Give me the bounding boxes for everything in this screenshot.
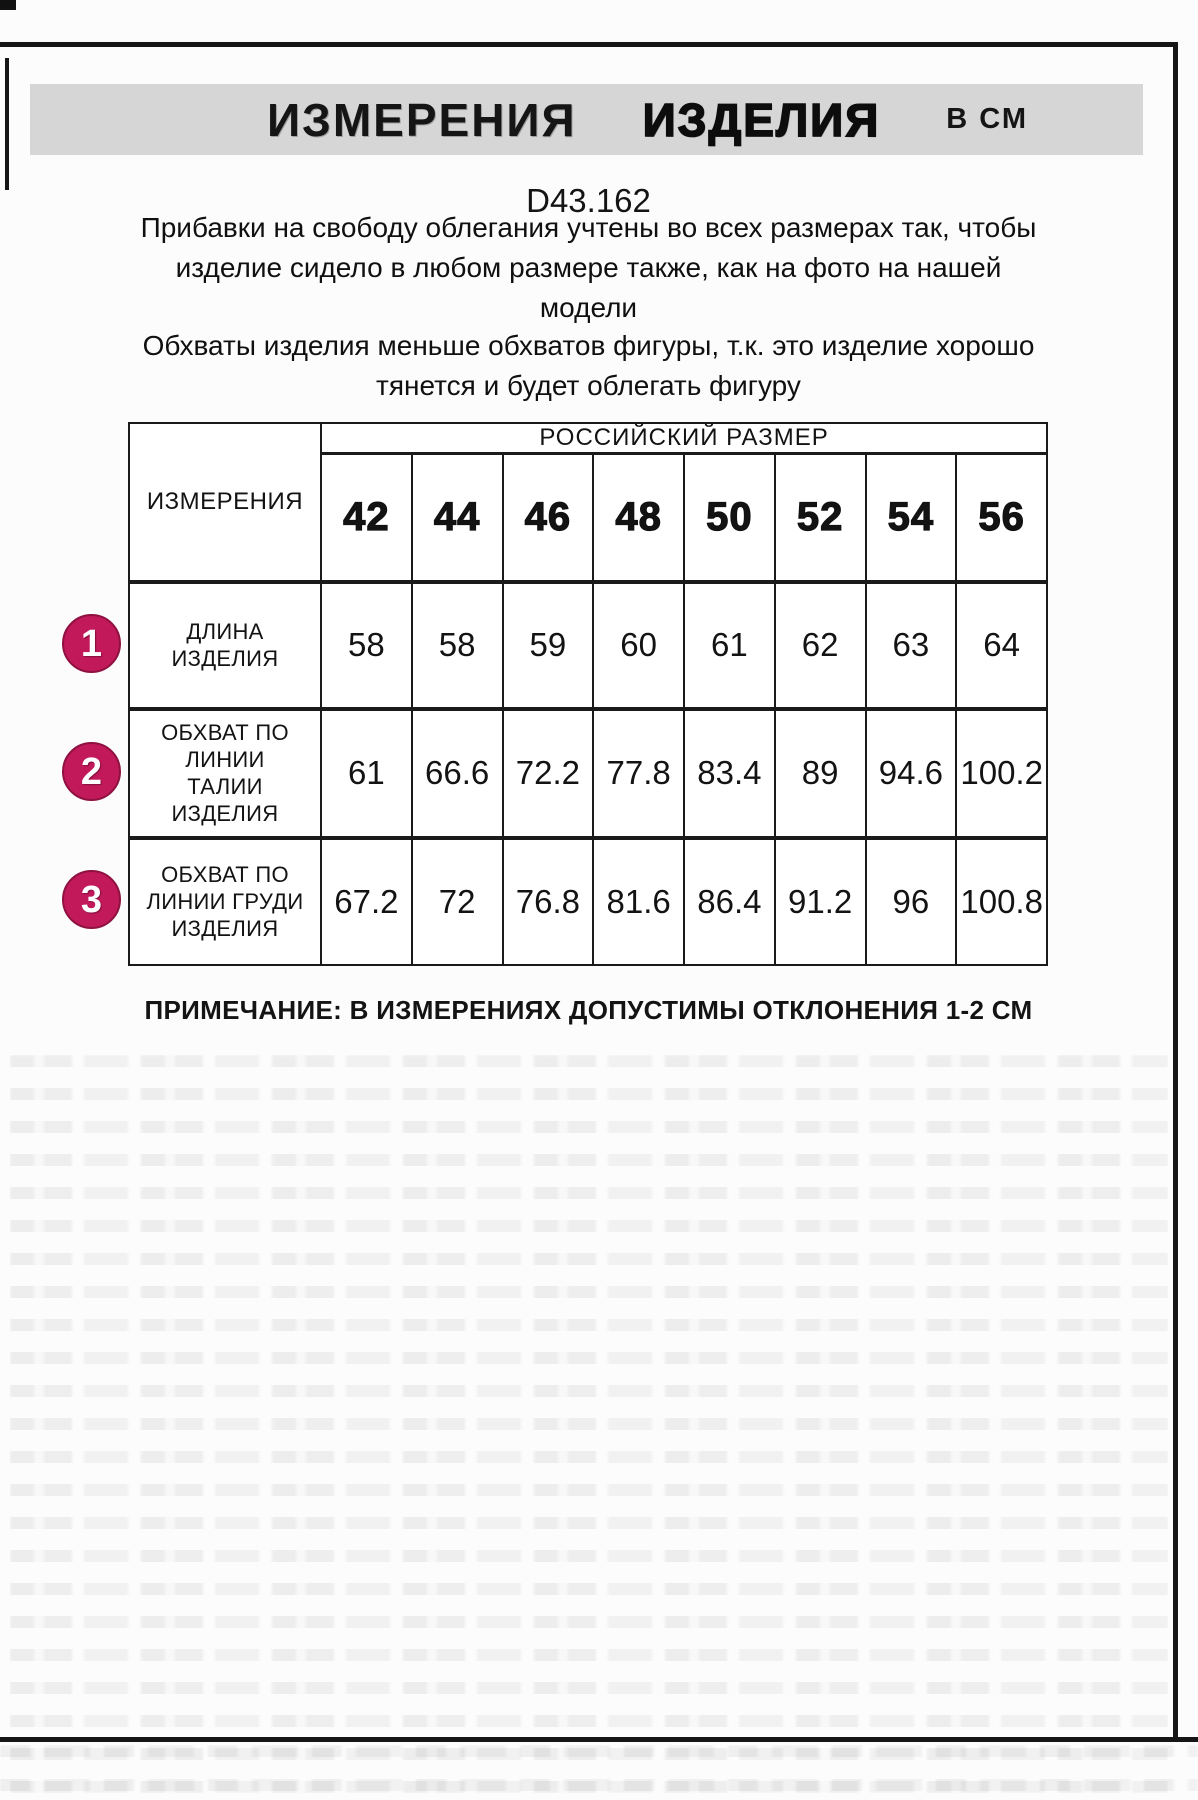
product-code: D43.162 xyxy=(526,182,651,219)
measurement-value: 83.4 xyxy=(684,709,775,838)
badge-number: 1 xyxy=(80,622,103,665)
size-column-header: 42 xyxy=(321,454,412,582)
intro-line: Обхваты изделия меньше обхватов фигуры, т.к. это изделие хорошо xyxy=(142,330,1035,361)
table-group-header-row xyxy=(129,423,1047,454)
table-row-waist xyxy=(129,709,1047,838)
badge-number: 3 xyxy=(80,878,103,921)
russian-size-header: РОССИЙСКИЙ РАЗМЕР xyxy=(321,423,1047,454)
measurement-value: 96 xyxy=(866,838,957,965)
measurement-value: 81.6 xyxy=(593,838,684,965)
size-column-header: 44 xyxy=(412,454,503,582)
title-word-measurements: ИЗМЕРЕНИЯ xyxy=(266,93,577,146)
measurement-value: 66.6 xyxy=(412,709,503,838)
measurement-value: 89 xyxy=(775,709,866,838)
scan-corner-artifact xyxy=(0,0,16,10)
page-frame-border-bottom xyxy=(0,1737,1198,1742)
intro-paragraph-fit-allowance xyxy=(0,208,1177,328)
row-number-badge-1 xyxy=(62,614,121,673)
page-frame-border-left xyxy=(5,58,9,190)
measurement-value: 100.8 xyxy=(956,838,1047,965)
intro-line: Прибавки на свободу облегания учтены во всех размерах так, чтобы xyxy=(140,212,1037,243)
measurement-value: 72 xyxy=(412,838,503,965)
title-word-product: ИЗДЕЛИЯ xyxy=(642,93,881,146)
size-column-header: 52 xyxy=(775,454,866,582)
intro-paragraph-stretch xyxy=(0,326,1177,406)
size-column-header: 48 xyxy=(593,454,684,582)
size-table xyxy=(128,422,1048,966)
measurement-value: 76.8 xyxy=(503,838,594,965)
tolerance-note: ПРИМЕЧАНИЕ: В ИЗМЕРЕНИЯХ ДОПУСТИМЫ ОТКЛОНЕНИЯ 1-2 СМ xyxy=(144,995,1033,1025)
intro-line: изделие сидело в любом размере также, как на фото на нашей xyxy=(175,252,1002,283)
measurement-value: 77.8 xyxy=(593,709,684,838)
badge-number: 2 xyxy=(80,750,103,793)
row-label-waist: ОБХВАТ ПО ЛИНИИ ТАЛИИ ИЗДЕЛИЯ xyxy=(129,709,321,838)
row-number-badge-3 xyxy=(62,870,121,929)
table-corner-header: ИЗМЕРЕНИЯ xyxy=(129,423,321,582)
measurement-value: 63 xyxy=(866,582,957,709)
measurement-value: 100.2 xyxy=(956,709,1047,838)
title-unit-cm: В СМ xyxy=(946,103,1029,135)
size-column-header: 56 xyxy=(956,454,1047,582)
measurement-value: 59 xyxy=(503,582,594,709)
row-label-chest: ОБХВАТ ПО ЛИНИИ ГРУДИ ИЗДЕЛИЯ xyxy=(129,838,321,965)
measurement-value: 58 xyxy=(412,582,503,709)
size-column-header: 50 xyxy=(684,454,775,582)
size-column-header: 54 xyxy=(866,454,957,582)
measurement-value: 61 xyxy=(684,582,775,709)
table-row-length xyxy=(129,582,1047,709)
measurement-value: 94.6 xyxy=(866,709,957,838)
table-row-chest xyxy=(129,838,1047,965)
measurement-value: 67.2 xyxy=(321,838,412,965)
measurement-value: 60 xyxy=(593,582,684,709)
measurement-value: 62 xyxy=(775,582,866,709)
intro-line: тянется и будет облегать фигуру xyxy=(376,370,801,401)
measurement-value: 72.2 xyxy=(503,709,594,838)
intro-line: модели xyxy=(539,292,638,323)
row-number-badge-2 xyxy=(62,742,121,801)
row-label-length: ДЛИНА ИЗДЕЛИЯ xyxy=(129,582,321,709)
measurement-value: 61 xyxy=(321,709,412,838)
bleed-through-text xyxy=(10,1055,1168,1793)
measurement-value: 64 xyxy=(956,582,1047,709)
bleed-through-text-bottom xyxy=(0,1745,1198,1797)
size-column-header: 46 xyxy=(503,454,594,582)
page-frame-border-top xyxy=(0,42,1177,47)
measurement-value: 58 xyxy=(321,582,412,709)
title-bar xyxy=(30,84,1143,155)
measurement-value: 86.4 xyxy=(684,838,775,965)
measurement-value: 91.2 xyxy=(775,838,866,965)
